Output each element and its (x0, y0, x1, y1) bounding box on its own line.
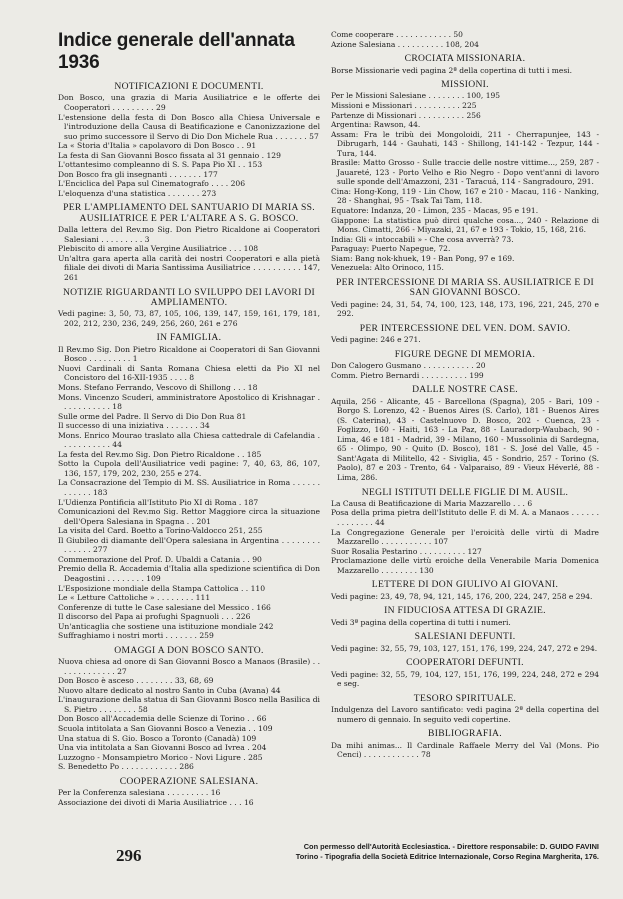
index-section (331, 278, 599, 319)
index-section (331, 729, 599, 760)
index-entry: Un'anticaglia che sostiene una istituzione mondiale 242 (58, 621, 274, 631)
index-entry: Sulle orme del Padre. Il Servo di Dio Don Rua 81 (58, 411, 247, 421)
index-section (331, 385, 599, 482)
index-section (58, 82, 320, 198)
index-entry: Mons. Vincenzo Scuderi, amministratore Apostolico di Krishnagar . . . . . . . . . . . 18 (58, 392, 320, 412)
index-entry: S. Benedetto Po . . . . . . . . . . . . 286 (58, 762, 194, 772)
index-section (331, 694, 599, 725)
index-entry: Una statua di S. Gio. Bosco a Toronto (Canadà) 109 (58, 733, 257, 743)
index-entry: La visita del Card. Boetto a Torino-Valdocco 251, 255 (58, 526, 263, 536)
index-entry: Proclamazione delle virtù eroiche della Venerabile Maria Domenica Mazzarello . . . . . . . . 130 (331, 556, 599, 575)
index-entry: Don Calogero Gusmano . . . . . . . . . . . 20 (331, 361, 486, 371)
index-entry: Comunicazioni del Rev.mo Sig. Rettor Maggiore circa la situazione dell'Opera Salesiana in Spagna . . 201 (58, 507, 320, 526)
imprint (176, 842, 599, 862)
index-entry: L'inaugurazione della statua di San Giovanni Bosco nella Basilica di S. Pietro . . . . . . . . 58 (58, 695, 320, 714)
index-entry: Per le Missioni Salesiane . . . . . . . . 100, 195 (331, 91, 501, 101)
section-heading: IN FIDUCIOSA ATTESA DI GRAZIE. (384, 605, 546, 617)
index-entry: Posa della prima pietra dell'Istituto delle F. di M. A. a Manaos . . . . . . . . . . . . . . 44 (331, 508, 599, 528)
index-entry: Il discorso del Papa ai profughi Spagnuoli . . . 226 (58, 612, 251, 622)
index-entry: Borse Missionarie vedi pagina 2ª della copertina di tutti i mesi. (331, 65, 572, 75)
right-column (331, 30, 599, 760)
section-heading: FIGURE DEGNE DI MEMORIA. (394, 348, 536, 360)
index-entry: La festa di San Giovanni Bosco fissata al 31 gennaio . 129 (58, 150, 281, 160)
section-heading: NOTIFICAZIONI E DOCUMENTI. (114, 81, 264, 92)
index-entry: Suor Rosalia Pestarino . . . . . . . . . . 127 (331, 546, 482, 556)
index-entry: Vedi pagine: 3, 50, 73, 87, 105, 106, 139, 147, 159, 161, 179, 181, 202, 212, 230, 236, 249, 256, 260, 261 e 276 (58, 309, 320, 328)
section-heading: COOPERATORI DEFUNTI. (406, 657, 524, 669)
index-entry: Brasile: Matto Grosso - Sulle traccie delle nostre vittime..., 259, 287 - Jauareté, 123 - Porto Velho e Rio Negro - Dopo vent'anni di lavoro sulle sponde dell'Amazzoni, 231 - Taracuá, 114 - Sangradouro, 291. (331, 158, 599, 187)
index-entry: Vedi pagine: 24, 31, 54, 74, 100, 123, 148, 173, 196, 221, 245, 270 e 292. (331, 299, 599, 319)
left-section-list (58, 82, 320, 807)
index-entry: Sotto la Cupola dell'Ausiliatrice vedi pagine: 7, 40, 63, 86, 107, 136, 157, 179, 202, 230, 255 e 274. (58, 459, 320, 478)
index-entry: Nuovi Cardinali di Santa Romana Chiesa eletti da Pio XI nel Concistoro del 16-XII-1935 . . . . 8 (58, 363, 320, 383)
index-entry: Siam: Bang nok-khuek, 19 - Ban Pong, 97 e 169. (331, 253, 515, 263)
index-entry: Cina: Hong-Kong, 119 - Lin Chow, 167 e 210 - Macau, 116 - Nanking, 28 - Shanghai, 95 - Tsak Tai Tam, 118. (331, 186, 599, 206)
index-entry: La Causa di Beatificazione di Maria Mazzarello . . . 6 (331, 498, 533, 508)
index-entry: L'Udienza Pontificia all'Istituto Pio XI di Roma . 187 (58, 497, 259, 507)
index-section (58, 333, 320, 640)
index-entry: Il Giubileo di diamante dell'Opera salesiana in Argentina . . . . . . . . . . . . . . 277 (58, 535, 320, 555)
index-entry: Una via intitolata a San Giovanni Bosco ad Ivrea . 204 (58, 743, 267, 753)
left-column (58, 30, 320, 807)
section-heading: OMAGGI A DON BOSCO SANTO. (114, 644, 264, 656)
index-entry: Equatore: Indanza, 20 - Limon, 235 - Macas, 95 e 191. (331, 206, 539, 216)
index-entry: Un'altra gara aperta alla carità dei nostri Cooperatori e alla pietà filiale dei divoti di Maria Santissima Ausiliatrice . . . . . . . . . . 147, 261 (58, 253, 320, 282)
index-section (331, 606, 599, 627)
index-entry: India: Gli « intoccabili » - Che cosa avverrà? 73. (331, 234, 514, 244)
index-entry: Per la Conferenza salesiana . . . . . . . . . 16 (58, 788, 221, 798)
index-entry: La Consacrazione del Tempio di M. SS. Ausiliatrice in Roma . . . . . . . . . . . . 183 (58, 478, 320, 498)
index-entry: Missioni e Missionari . . . . . . . . . . 225 (331, 101, 477, 110)
index-entry: Premio della R. Accademia d'Italia alla spedizione scientifica di Don Deagostini . . . . . . . . 109 (58, 564, 320, 583)
index-section (331, 488, 599, 576)
index-entry: Vedi pagine: 32, 55, 79, 104, 127, 151, 176, 199, 224, 248, 272 e 294 e seg. (331, 669, 599, 689)
index-entry: Da mihi animas... Il Cardinale Raffaele Merry del Val (Mons. Pio Cenci) . . . . . . . . . . . . 78 (331, 740, 599, 760)
section-heading: TESORO SPIRITUALE. (413, 692, 517, 704)
index-entry: Associazione dei divoti di Maria Ausiliatrice . . . 16 (58, 797, 254, 807)
index-entry: Paraguay: Puerto Napegue, 72. (331, 244, 451, 254)
index-section (331, 80, 599, 273)
index-section (331, 350, 599, 381)
index-entry: Come cooperare . . . . . . . . . . . . 50 (331, 30, 463, 39)
section-heading: BIBLIOGRAFIA. (428, 728, 502, 740)
index-entry: Commemorazione del Prof. D. Ubaldi a Catania . . 90 (58, 554, 262, 564)
section-heading: DALLE NOSTRE CASE. (412, 384, 518, 396)
imprint-line-printer: Torino - Tipografia della Società Editrice Internazionale, Corso Regina Margherita, 176. (295, 852, 599, 861)
index-entry: L'estensione della festa di Don Bosco alla Chiesa Universale e l'introduzione della Causa di Beatificazione e Canonizzazione del suo primo successore il Servo di Dio Don Michele Rua . . . . . . . 57 (58, 112, 320, 141)
index-entry: Scuola intitolata a San Giovanni Bosco a Venezia . . 109 (58, 724, 273, 734)
index-section (331, 30, 599, 49)
index-section (331, 580, 599, 601)
index-entry: Dalla lettera del Rev.mo Sig. Don Pietro Ricaldone ai Cooperatori Salesiani . . . . . . . . . 3 (58, 225, 320, 244)
index-entry: Conferenze di tutte le Case salesiane del Messico . 166 (58, 602, 271, 612)
index-entry: Le « Letture Cattoliche » . . . . . . . . 111 (58, 593, 211, 603)
index-entry: Indulgenza del Lavoro santificato: vedi pagina 2ª della copertina del numero di gennaio. In seguito vedi copertine. (331, 705, 599, 724)
index-entry: Plebiscito di amore alla Vergine Ausiliatrice . . . 108 (58, 244, 259, 254)
index-entry: L'Enciclica del Papa sul Cinematografo . . . . 206 (58, 179, 246, 189)
index-entry: Don Bosco all'Accademia delle Scienze di Torino . . 66 (58, 714, 267, 724)
index-entry: Vedi pagine: 246 e 271. (331, 335, 421, 345)
index-entry: Il successo di una iniziativa . . . . . . . 34 (58, 421, 210, 431)
index-section (58, 203, 320, 282)
page-title: Indice generale dell'annata 1936 (58, 30, 295, 73)
section-heading: IN FAMIGLIA. (156, 332, 222, 344)
index-section (58, 777, 320, 808)
index-entry: La festa del Rev.mo Sig. Don Pietro Ricaldone . . 185 (58, 449, 262, 459)
index-entry: L'Esposizione mondiale della Stampa Cattolica . . 110 (58, 583, 266, 593)
section-heading: MISSIONI. (441, 79, 489, 91)
section-heading: PER INTERCESSIONE DEL VEN. DOM. SAVIO. (359, 322, 571, 334)
index-entry: Don Bosco, una grazia di Maria Ausiliatrice e le offerte dei Cooperatori . . . . . . . . . 29 (58, 93, 320, 112)
index-entry: Don Bosco fra gli insegnanti . . . . . . . 177 (58, 169, 218, 179)
right-section-list (331, 30, 599, 760)
index-entry: Argentina: Rawson, 44. (331, 120, 421, 130)
index-entry: Assam: Fra le tribù dei Mongoloidi, 211 - Cherrapunjee, 143 - Dibrugarh, 144 - Gauhati, 143 - Shillong, 141-142 - Tezpur, 144 - Tura, 144. (331, 129, 599, 158)
index-entry: Don Bosco è asceso . . . . . . . . 33, 68, 69 (58, 676, 214, 686)
index-section (58, 288, 320, 329)
section-heading: NEGLI ISTITUTI DELLE FIGLIE DI M. AUSIL. (361, 486, 569, 498)
page-footer (58, 842, 599, 872)
page-number: 296 (116, 846, 142, 865)
index-entry: Nuova chiesa ad onore di San Giovanni Bosco a Manaos (Brasile) . . . . . . . . . . . . . 27 (58, 657, 320, 676)
imprint-line-permission: Con permesso dell'Autorità Ecclesiastica. - Direttore responsabile: D. GUIDO FAVINI (303, 842, 599, 851)
section-heading: SALESIANI DEFUNTI. (414, 631, 516, 643)
index-entry: Il Rev.mo Sig. Don Pietro Ricaldone ai Cooperatori di San Giovanni Bosco . . . . . . . . . 1 (58, 344, 320, 364)
index-entry: Nuovo altare dedicato al nostro Santo in Cuba (Avana) 44 (58, 685, 281, 695)
index-entry: Vedi pagine: 23, 49, 78, 94, 121, 145, 176, 200, 224, 247, 258 e 294. (331, 591, 593, 601)
index-entry: Luzzogno - Monsampietro Morico - Novi Ligure . 285 (58, 752, 263, 762)
section-heading: PER INTERCESSIONE DI MARIA SS. AUSILIATRICE E DI SAN GIOVANNI BOSCO. (336, 276, 594, 299)
index-entry: L'ottantesimo compleanno di S. S. Papa Pio XI . . 153 (58, 160, 263, 170)
index-entry: L'eloquenza d'una statistica . . . . . . . 273 (58, 188, 217, 198)
index-entry: Venezuela: Alto Orinoco, 115. (331, 263, 444, 273)
index-entry: Comm. Pietro Bernardi . . . . . . . . . . 199 (331, 370, 484, 380)
section-heading: COOPERAZIONE SALESIANA. (119, 775, 259, 787)
index-entry: Vedi 3ª pagina della copertina di tutti i numeri. (331, 617, 511, 627)
section-heading: CROCIATA MISSIONARIA. (404, 53, 526, 65)
index-entry: Giappone: La statistica può dirci qualche cosa..., 240 - Relazione di Mons. Cimatti, 266 - Miyazaki, 21, 67 e 193 - Tokio, 15, 168, 216. (331, 215, 599, 235)
section-heading: LETTERE DI DON GIULIVO AI GIOVANI. (371, 579, 559, 591)
index-section (331, 632, 599, 653)
index-entry: La « Storia d'Italia » capolavoro di Don Bosco . . 91 (58, 141, 257, 151)
index-entry: La Congregazione Generale per l'eroicità delle virtù di Madre Mazzarello . . . . . . . . . . . 107 (331, 527, 599, 547)
index-section (331, 658, 599, 689)
index-entry: Azione Salesiana . . . . . . . . . . 108, 204 (331, 39, 479, 49)
section-heading: PER L'AMPLIAMENTO DEL SANTUARIO DI MARIA SS. AUSILIATRICE E PER L'ALTARE A S. G. BOSCO. (63, 202, 315, 224)
index-section (331, 54, 599, 75)
index-entry: Aquila, 256 - Alicante, 45 - Barcellona (Spagna), 205 - Bari, 109 - Borgo S. Lorenzo, 42 - Buenos Aires (S. Carlo), 181 - Buenos Aires (S. Caterina), 43 - Castelnuovo D. Bosco, 202 - Cuenca, 23 - Foglizzo, 160 - Haiti, 163 - La Paz, 88 - Lauradorp-Waubach, 90 - Lima, 46 e 181 - Madrid, 39 - Milano, 160 - Mussolinia di Sardegna, 65 - Olimpo, 90 - Quito (D. Bosco), 181 - S. José del Valle, 45 - Sant'Agata di Militello, 42 - Siviglia, 45 - Sondrio, 257 - Torino (S. Paolo), 87 e 203 - Trento, 64 - Valparaiso, 89 - Vieux Héverlé, 88 - Lima, 286. (331, 396, 599, 482)
index-entry: Suffraghiamo i nostri morti . . . . . . . 259 (58, 631, 214, 641)
index-entry: Mons. Stefano Ferrando, Vescovo di Shillong . . . 18 (58, 383, 258, 393)
index-entry: Partenze di Missionari . . . . . . . . . . 256 (331, 110, 481, 120)
section-heading: NOTIZIE RIGUARDANTI LO SVILUPPO DEI LAVORI DI AMPLIAMENTO. (62, 286, 316, 308)
index-entry: Mons. Enrico Mourao traslato alla Chiesa cattedrale di Cafelandia . . . . . . . . . . . 44 (58, 430, 320, 450)
index-entry: Vedi pagine: 32, 55, 79, 103, 127, 151, 176, 199, 224, 247, 272 e 294. (331, 643, 598, 653)
index-section (331, 324, 599, 345)
index-section (58, 646, 320, 772)
